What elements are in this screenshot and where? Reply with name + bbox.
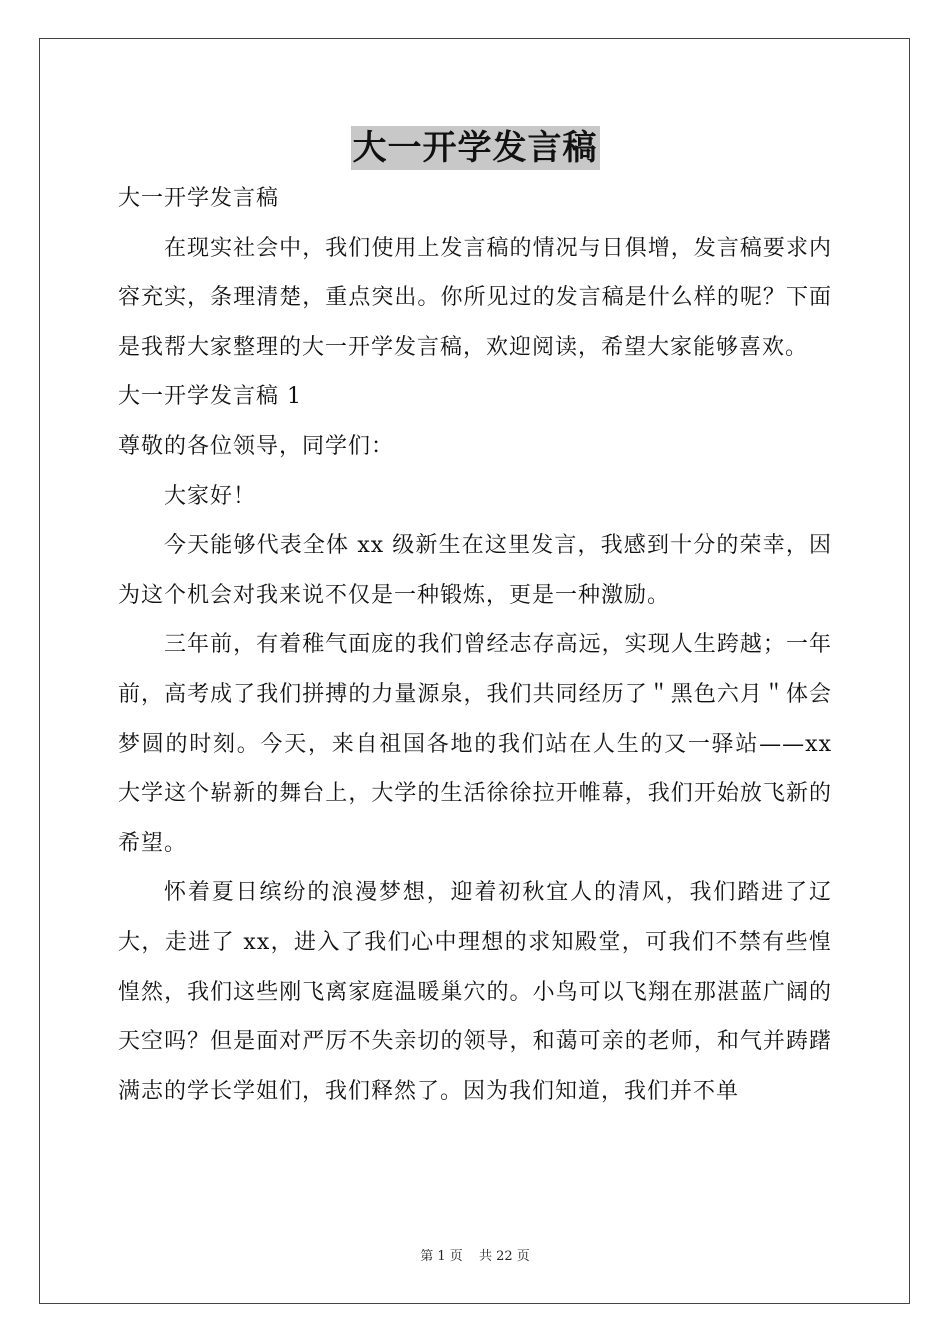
paragraph-body: 今天能够代表全体 xx 级新生在这里发言，我感到十分的荣幸，因为这个机会对我来说不仅是一种锻炼，更是一种激励。	[118, 533, 832, 608]
paragraph-body: 三年前，有着稚气面庞的我们曾经志存高远，实现人生跨越；一年前，高考成了我们拼搏的力量源泉，我们共同经历了＂黑色六月＂体会梦圆的时刻。今天，来自祖国各地的我们站在人生的又一驿站——xx 大学这个崭新的舞台上，大学的生活徐徐拉开帷幕，我们开始放飞新的希望。	[118, 632, 832, 856]
document-body	[118, 174, 832, 1116]
paragraph-greeting: 大家好！	[164, 483, 257, 509]
paragraph-subtitle: 大一开学发言稿	[118, 186, 280, 211]
page-number: 第 1 页	[420, 1249, 463, 1264]
paragraph-intro: 在现实社会中，我们使用上发言稿的情况与日俱增，发言稿要求内容充实，条理清楚，重点突出。你所见过的发言稿是什么样的呢？下面是我帮大家整理的大一开学发言稿，欢迎阅读，希望大家能够喜欢。	[118, 235, 832, 360]
document-title-text: 大一开学发言稿	[352, 128, 598, 168]
page-footer	[0, 1248, 950, 1266]
document-title	[0, 126, 950, 172]
paragraph-section-heading: 大一开学发言稿 1	[118, 384, 302, 410]
page-total: 共 22 页	[478, 1249, 530, 1264]
paragraph-salutation: 尊敬的各位领导，同学们：	[118, 433, 395, 459]
paragraph-body: 怀着夏日缤纷的浪漫梦想，迎着初秋宜人的清风，我们踏进了辽大，走进了 xx，进入了我们心中理想的求知殿堂，可我们不禁有些惶惶然，我们这些刚飞离家庭温暖巢穴的。小鸟可以飞翔在那湛蓝广阔的天空吗？但是面对严厉不失亲切的领导，和蔼可亲的老师，和气并踌躇满志的学长学姐们，我们释然了。因为我们知道，我们并不单	[118, 880, 832, 1104]
